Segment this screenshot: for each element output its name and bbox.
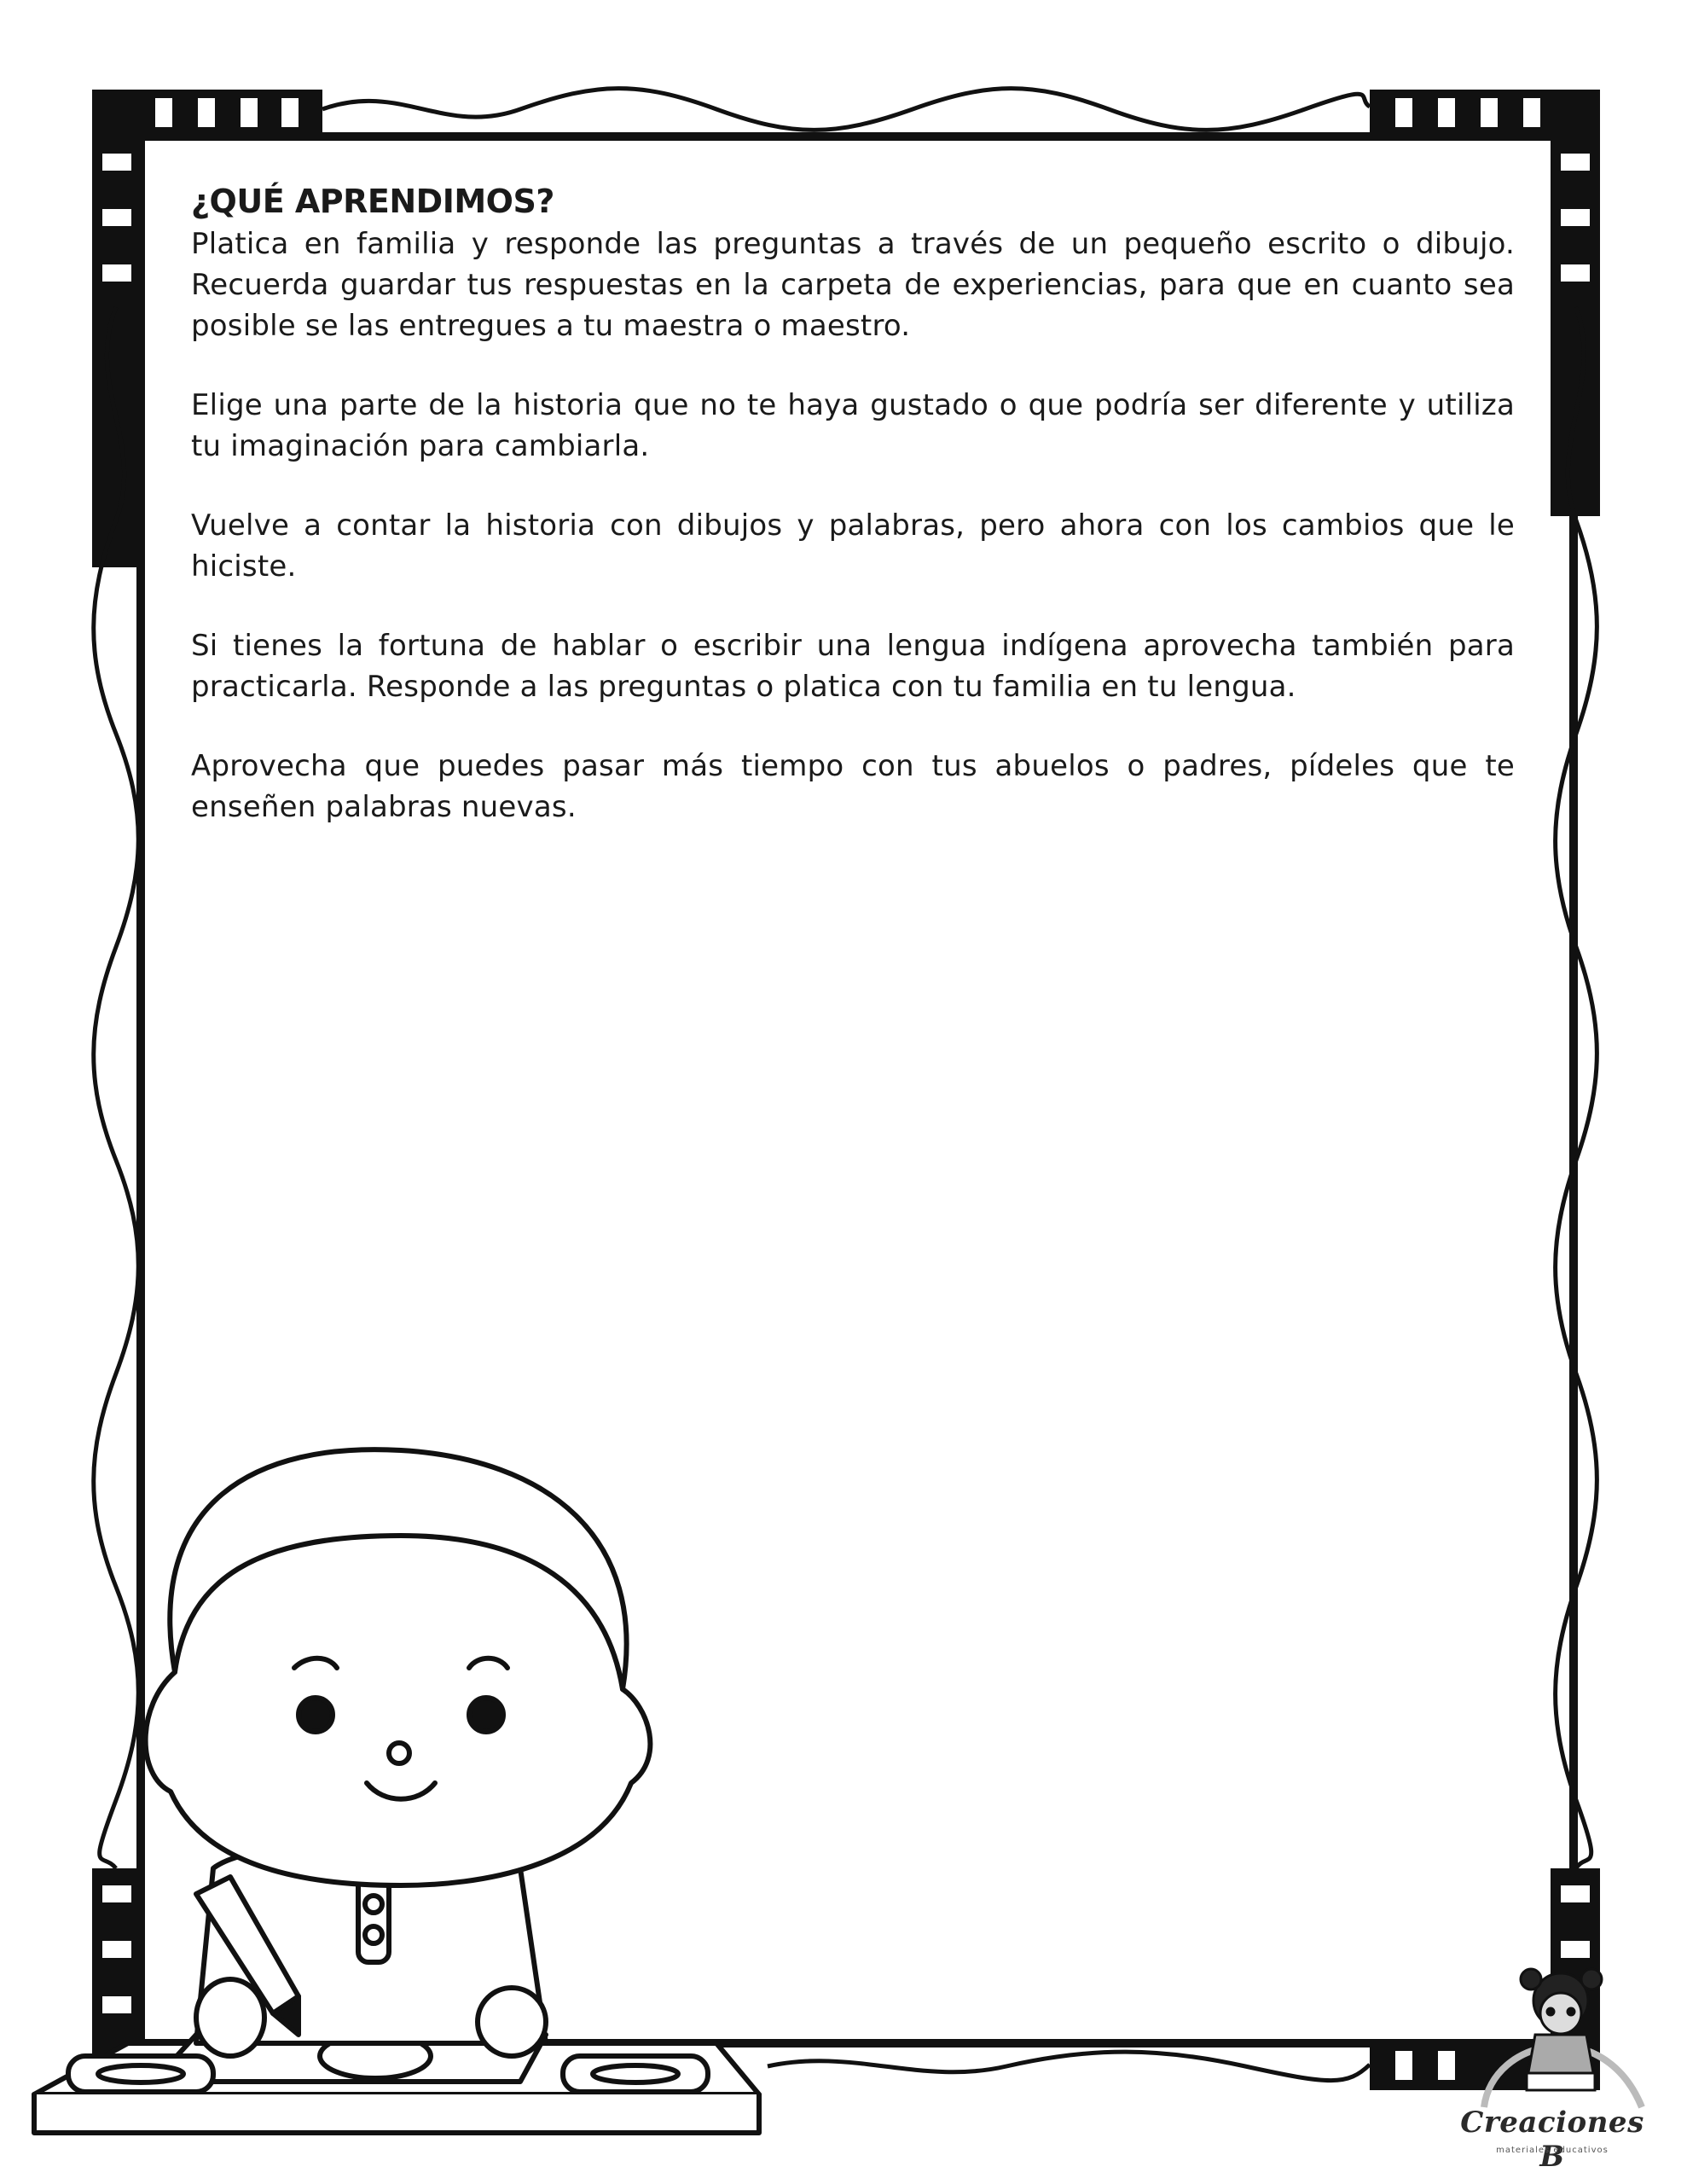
section-heading: ¿QUÉ APRENDIMOS?: [191, 183, 554, 220]
paragraph-retell-story: Vuelve a contar la historia con dibujos y palabras, pero ahora con los cambios que le hiciste.: [191, 508, 1515, 584]
paragraph-change-story: Elige una parte de la historia que no te haya gustado o que podría ser diferente y utiliza tu imaginación para cambiarla.: [191, 388, 1515, 463]
paragraph-instructions: Platica en familia y responde las preguntas a través de un pequeño escrito o dibujo. Recuerda guardar tus respuestas en la carpeta de experiencias, para que en cuanto sea posible se las entregues a tu maestra o maestro.: [191, 227, 1515, 343]
paragraph-indigenous-language: Si tienes la fortuna de hablar o escribir una lengua indígena aprovecha también para practicarla. Responde a las preguntas o platica con tu familia en tu lengua.: [191, 629, 1515, 704]
activity-content: [191, 179, 1515, 866]
wavy-line-top: [322, 89, 1370, 131]
logo-name: Creaciones B: [1460, 2106, 1644, 2174]
paragraph-new-words: Aprovecha que puedes pasar más tiempo con tus abuelos o padres, pídeles que te enseñen palabras nuevas.: [191, 749, 1515, 824]
wavy-line-bottom: [768, 2052, 1370, 2081]
logo-tagline: materiales educativos: [1496, 2146, 1609, 2155]
